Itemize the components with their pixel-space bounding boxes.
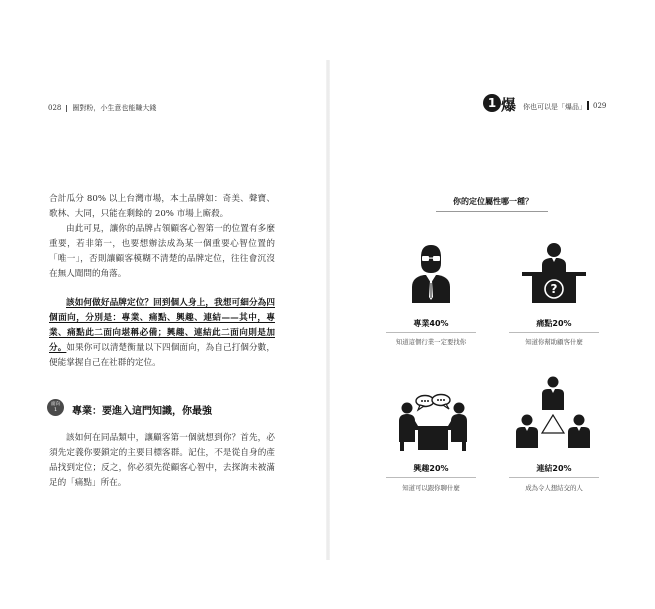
section-badge [47, 399, 64, 416]
emphasis-underlined-text: 該如何做好品牌定位？回到個人身上，我想可細分為四個面向，分別是：專業、痛點、興趣、連結——其中，專業、痛點此二面向堪稱必備；興趣、連結此二面向則是加分。 [49, 298, 275, 353]
svg-text:?: ? [550, 282, 558, 296]
book-title: 圈對粉，小生意也能賺大錢 [72, 104, 157, 112]
category-rule [386, 332, 476, 333]
desk-question-icon [520, 241, 588, 305]
businessman-glasses-icon [410, 243, 452, 305]
category-label-connection: 連結20% [536, 464, 572, 473]
category-desc-interest: 知道可以跟你聊什麼 [402, 484, 460, 492]
section-badge-label: 面向 [51, 402, 60, 407]
left-running-header [48, 103, 156, 113]
book-gutter [326, 60, 330, 560]
category-rule [509, 477, 599, 478]
network-people-icon [515, 375, 591, 451]
header-bar [587, 101, 589, 110]
header-divider [66, 105, 67, 112]
category-rule [386, 477, 476, 478]
right-page-number: 029 [593, 102, 607, 110]
emphasis-paragraph [49, 296, 275, 371]
chapter-number-badge: 1 [483, 94, 501, 112]
chapter-character: 爆 [501, 96, 517, 114]
chapter-title: 你也可以是「爆品」 [523, 103, 586, 111]
category-label-expertise: 專業40% [413, 319, 449, 328]
category-desc-connection: 成為令人想結交的人 [525, 484, 583, 492]
infographic-title: 你的定位屬性哪一種？ [453, 197, 533, 206]
category-desc-expertise: 知道這個行業一定要找你 [395, 338, 467, 346]
left-page-number: 028 [48, 104, 62, 112]
category-desc-painpoint: 知道你幫助顧客什麼 [525, 338, 583, 346]
people-chatting-icon [396, 392, 470, 452]
category-label-painpoint: 痛點20% [536, 319, 572, 328]
section-title: 專業：要進入這門知識，你最強 [72, 406, 212, 417]
category-label-interest: 興趣20% [413, 464, 449, 473]
category-rule [509, 332, 599, 333]
paragraph-1: 合計瓜分 80% 以上台灣市場，本土品牌如：奇美、聲寶、歌林、大同，只能在剩餘的 20% 市場上廝殺。 [49, 194, 275, 219]
emphasis-plain-text: 如果你可以清楚衡量以下四個面向，為自己打個分數，便能掌握自己在社群的定位。 [49, 343, 275, 368]
infographic-title-rule [436, 211, 548, 212]
paragraph-2: 由此可見，讓你的品牌占領顧客心智第一的位置有多麼重要，若非第一，也要想辦法成為某一個重要心智位置的「唯一」，否則讓顧客模糊不清楚的品牌定位，往往會沉沒在無人聞問的角落。 [49, 224, 275, 279]
section-paragraph: 該如何在同品類中，讓顧客第一個就想到你？首先，必須先定義你要鎖定的主要目標客群。記住，不是從自身的產品找到定位；反之，你必須先從顧客心智中，去探詢未被滿足的「痛點」所在。 [49, 433, 275, 488]
section-badge-number: 1 [54, 408, 57, 413]
